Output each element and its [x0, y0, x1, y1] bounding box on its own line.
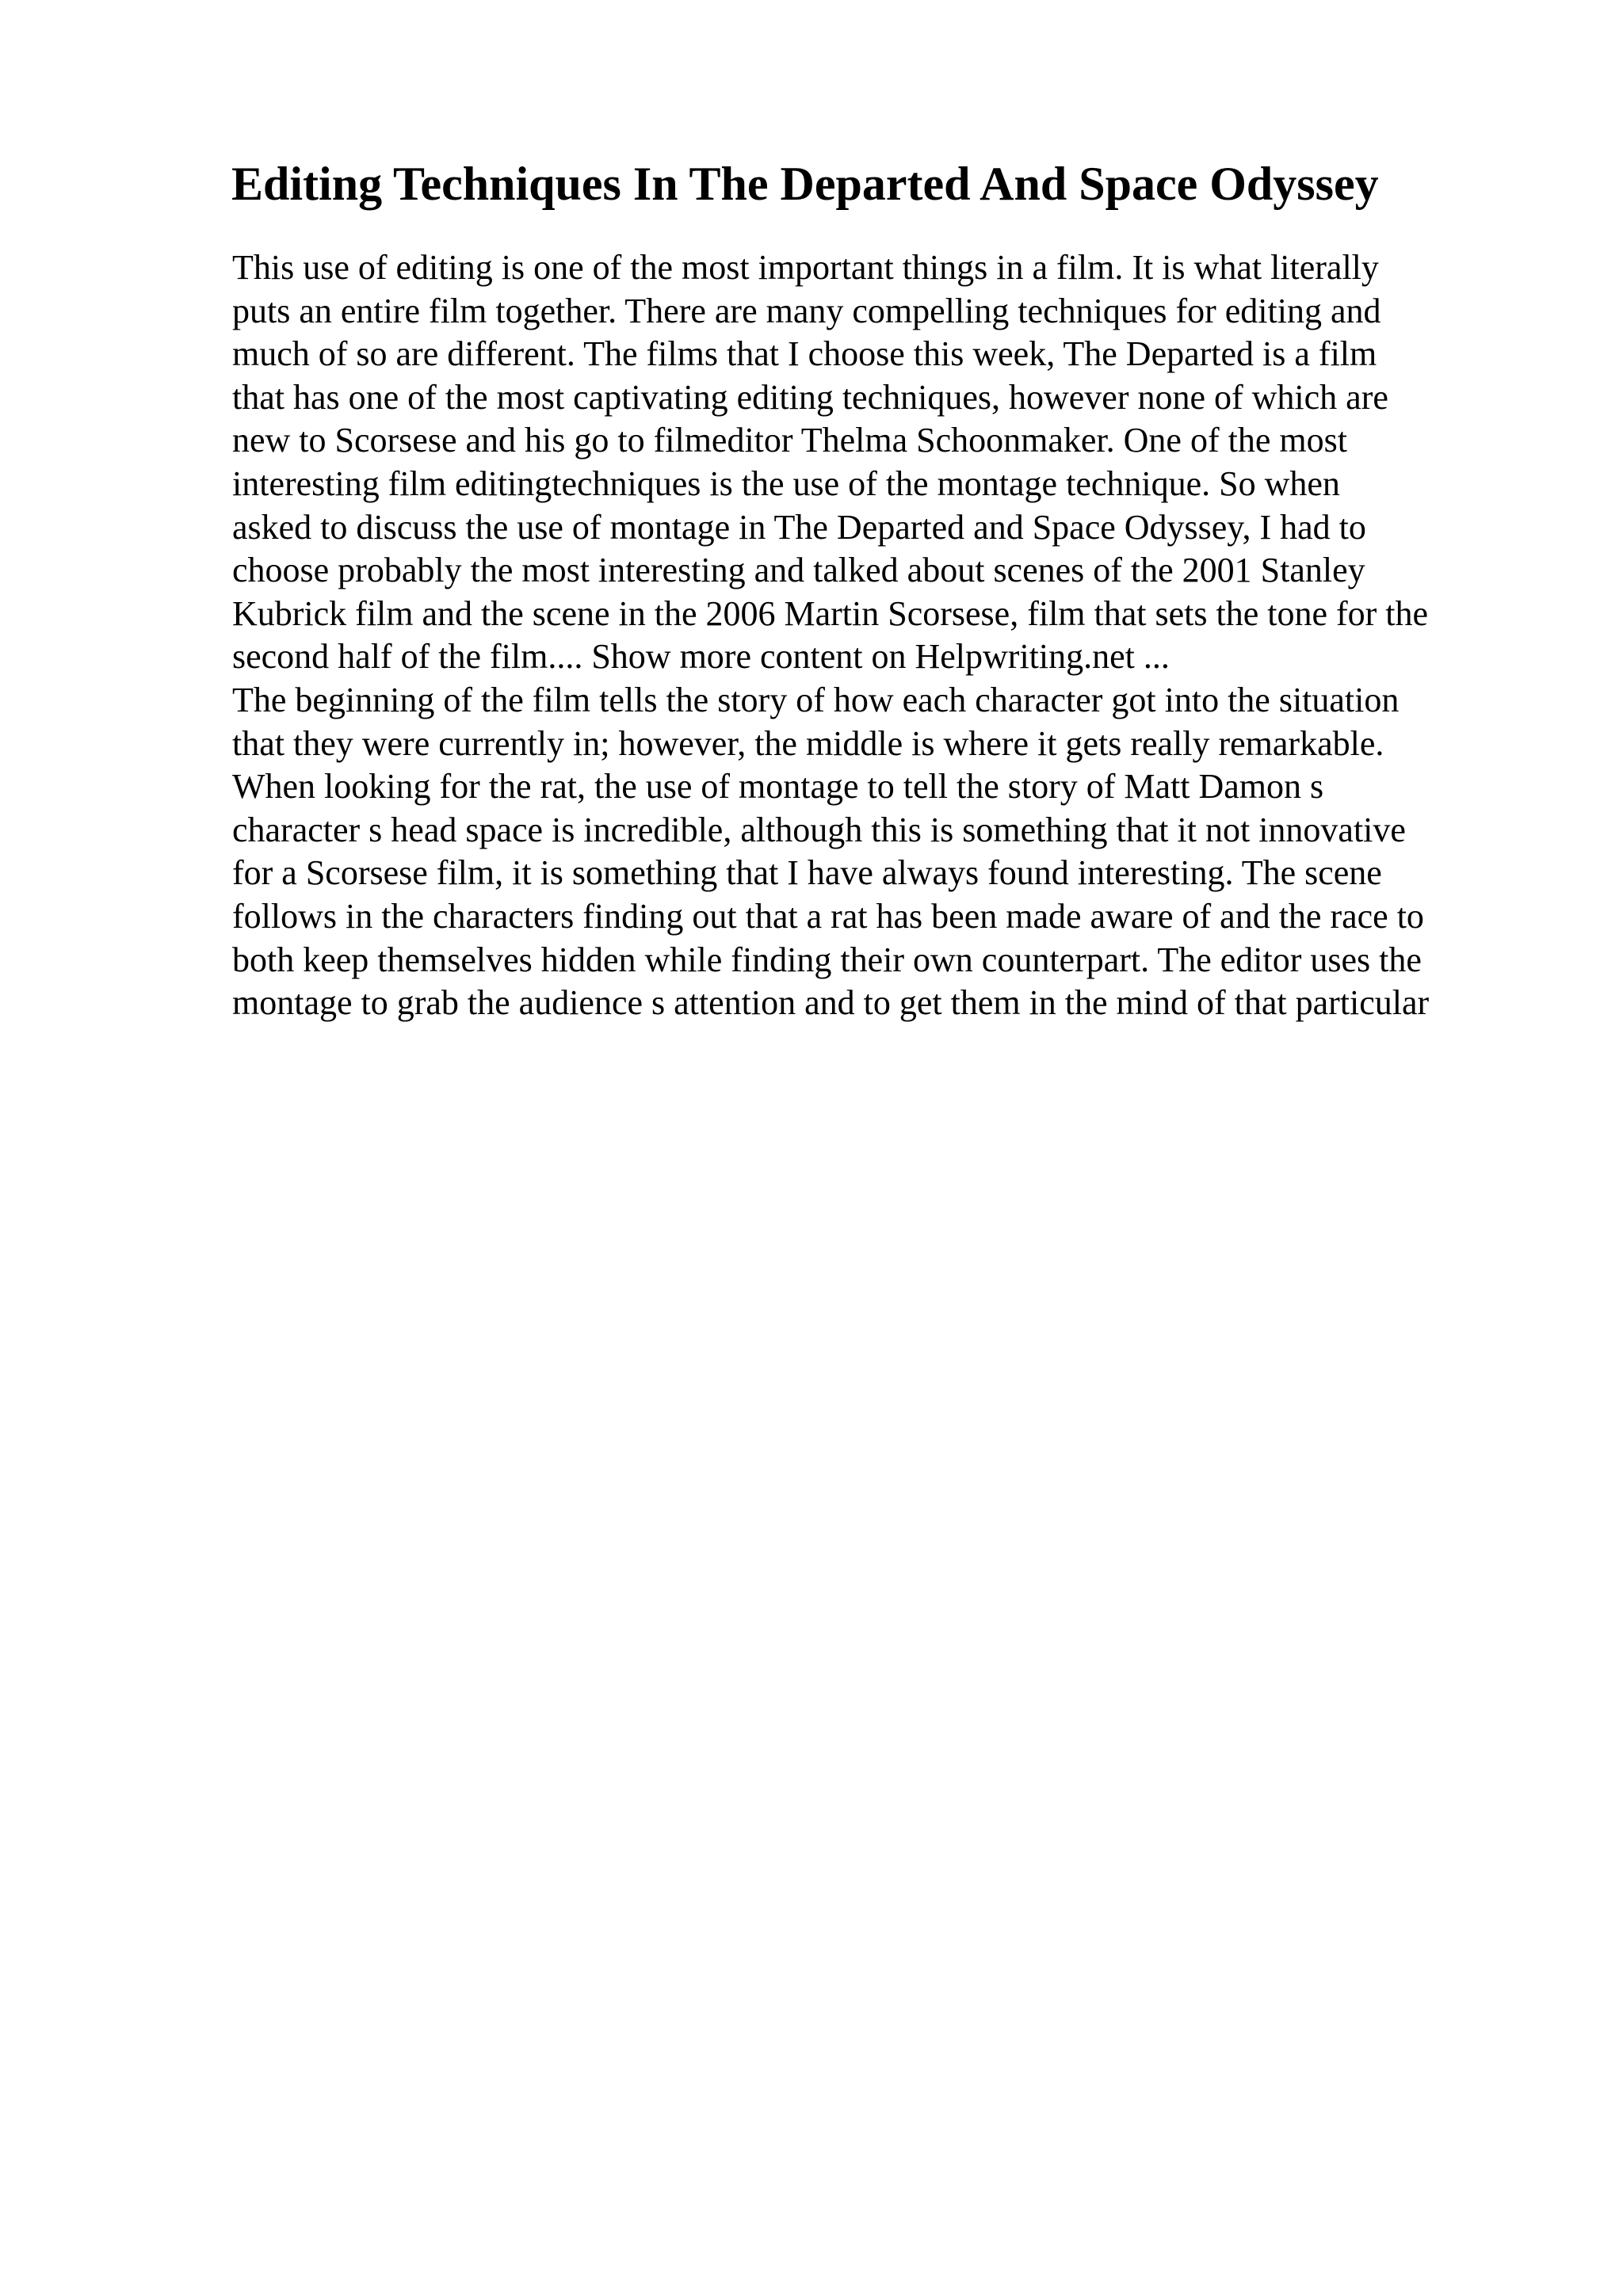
body-line: for a Scorsese film, it is something that I have always found interesting. The scene	[232, 853, 1382, 893]
document-body	[232, 246, 1579, 1025]
body-line: The beginning of the film tells the story of how each character got into the situation	[232, 680, 1400, 719]
body-line: puts an entire film together. There are many compelling techniques for editing and	[232, 291, 1381, 330]
body-line: character s head space is incredible, although this is something that it not innovative	[232, 810, 1406, 849]
body-line: When looking for the rat, the use of montage to tell the story of Matt Damon s	[232, 767, 1324, 807]
body-line: Kubrick film and the scene in the 2006 Martin Scorsese, film that sets the tone for the	[232, 593, 1429, 633]
body-line: both keep themselves hidden while finding their own counterpart. The editor uses the	[232, 940, 1422, 979]
body-line: asked to discuss the use of montage in The Departed and Space Odyssey, I had to	[232, 507, 1366, 547]
body-line: much of so are different. The films that I choose this week, The Departed is a film	[232, 334, 1377, 374]
document-title: Editing Techniques In The Departed And Space Odyssey	[231, 158, 1379, 210]
body-line: that has one of the most captivating editing techniques, however none of which are	[232, 377, 1388, 417]
body-line: that they were currently in; however, the middle is where it gets really remarkable.	[232, 723, 1384, 763]
body-line: This use of editing is one of the most important things in a film. It is what literally	[232, 248, 1379, 287]
body-line: interesting film editingtechniques is the use of the montage technique. So when	[232, 463, 1340, 503]
body-line: follows in the characters finding out that a rat has been made aware of and the race to	[232, 896, 1424, 936]
body-line: second half of the film.... Show more content on Helpwriting.net ...	[232, 637, 1170, 677]
body-line: choose probably the most interesting and talked about scenes of the 2001 Stanley	[232, 551, 1365, 590]
body-line: new to Scorsese and his go to filmeditor Thelma Schoonmaker. One of the most	[232, 421, 1347, 460]
body-line: montage to grab the audience s attention and to get them in the mind of that particular	[232, 983, 1430, 1023]
